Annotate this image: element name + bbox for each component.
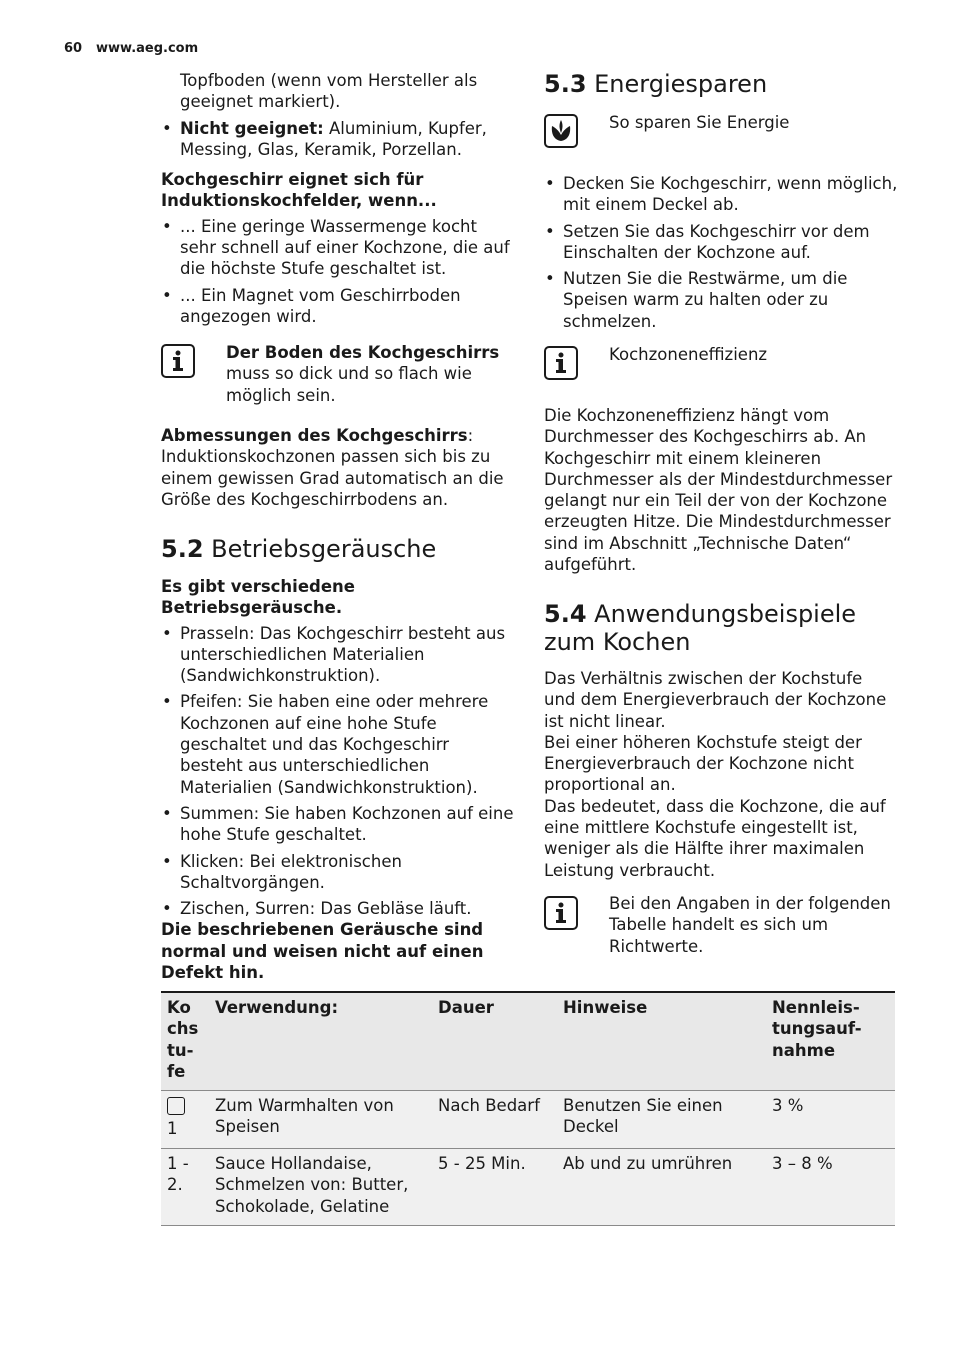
table-cell: Zum Warmhalten von Speisen xyxy=(215,1096,394,1137)
list-item: • Decken Sie Kochgeschirr, wenn möglich, mit einem Deckel ab. xyxy=(544,173,904,216)
table-cell: Benutzen Sie einen Deckel xyxy=(563,1096,723,1137)
col-header-stufe: Ko chs tu- fe xyxy=(161,992,209,1091)
info-note-3: Bei den Angaben in der folgenden Tabelle handelt es sich um Richtwerte. xyxy=(609,894,891,956)
paragraph: Das bedeutet, dass die Kochzone, die auf eine mittlere Kochstufe eingestellt ist, weniger als die Hälfte ihrer maximalen Leistung verbraucht. xyxy=(544,796,886,880)
table-cell: 3 % xyxy=(772,1096,804,1116)
cooking-table xyxy=(161,991,895,1226)
table-cell: Ab und zu umrühren xyxy=(563,1154,733,1174)
section-heading-5-4: 5.4 Anwendungsbeispiele zum Kochen xyxy=(544,600,857,656)
list-item: • Klicken: Bei elektronischen Schaltvorgängen. xyxy=(161,851,516,894)
col-header-verwendung: Verwendung: xyxy=(209,992,432,1091)
efficiency-paragraph: Die Kochzoneneffizienz hängt vom Durchmesser des Kochgeschirrs ab. An Kochgeschirr mit einem kleineren Durchmesser als der Mindestdurchmesser gelangt nur ein Teil der von der Kochzone erzeugten Hitze. Die Mindestdurchmesser sind im Abschnitt „Technische Daten“ aufgeführt. xyxy=(544,406,893,575)
section-heading-5-3: 5.3 Energiesparen xyxy=(544,70,768,98)
col-header-hinweise: Hinweise xyxy=(557,992,766,1091)
induction-heading: Kochgeschirr eignet sich für Induktionskochfelder, wenn... xyxy=(161,170,437,211)
paragraph: Bei einer höheren Kochstufe steigt der Energieverbrauch der Kochzone nicht proportional an. xyxy=(544,732,862,795)
table-cell: Sauce Hollandaise, Schmelzen von: Butter, Schokolade, Gelatine xyxy=(215,1154,409,1216)
list-item: • Pfeifen: Sie haben eine oder mehrere Kochzonen auf eine hohe Stufe geschaltet und das Kochgeschirr besteht aus unterschiedlichen Materialien (Sandwichkonstruktion). xyxy=(161,691,516,797)
col-header-dauer: Dauer xyxy=(432,992,557,1091)
list-item: • Zischen, Surren: Das Gebläse läuft. xyxy=(161,898,516,919)
table-header-row xyxy=(161,992,895,1091)
info-note-2: Kochzoneneffizienz xyxy=(609,345,768,364)
noises-note: Die beschriebenen Geräusche sind normal und weisen nicht auf einen Defekt hin. xyxy=(161,920,484,983)
keep-warm-icon xyxy=(167,1097,185,1115)
table-cell: 1 - 2. xyxy=(167,1154,189,1195)
list-item: • Setzen Sie das Kochgeschirr vor dem Einschalten der Kochzone auf. xyxy=(544,221,904,264)
noises-section xyxy=(161,576,516,983)
info-icon xyxy=(544,346,578,380)
noises-heading: Es gibt verschiedene Betriebsgeräusche. xyxy=(161,577,355,618)
info-note-1: Der Boden des Kochgeschirrs muss so dick und so flach wie möglich sein. xyxy=(226,343,500,405)
list-item: • ... Eine geringe Wassermenge kocht sehr schnell auf einer Kochzone, die auf die höchste Stufe geschaltet ist. xyxy=(161,216,516,280)
page-number: 60 xyxy=(64,41,83,56)
table-cell: 1 xyxy=(161,1091,209,1149)
table-row xyxy=(161,1149,895,1226)
list-item: • Summen: Sie haben Kochzonen auf eine hohe Stufe geschaltet. xyxy=(161,803,516,846)
paragraph: Das Verhältnis zwischen der Kochstufe und dem Energieverbrauch der Kochzone ist nicht linear. xyxy=(544,669,887,731)
examples-text xyxy=(544,668,890,881)
list-item: • ... Ein Magnet vom Geschirrboden angezogen wird. xyxy=(161,285,516,328)
info-icon xyxy=(544,896,578,930)
list-item: • Nicht geeignet: Aluminium, Kupfer, Messing, Glas, Keramik, Porzellan. xyxy=(161,118,516,161)
left-column xyxy=(161,70,516,332)
col-header-nennleistung: Nennleis- tungsauf- nahme xyxy=(766,992,895,1091)
info-icon xyxy=(161,344,195,378)
table-row xyxy=(161,1091,895,1149)
website-url: www.aeg.com xyxy=(96,41,199,56)
energy-tip-label: So sparen Sie Energie xyxy=(609,113,790,132)
leaf-icon xyxy=(544,114,578,148)
section-heading-5-2: 5.2 Betriebsgeräusche xyxy=(161,535,437,563)
continued-text: Topfboden (wenn vom Hersteller als geeignet markiert). xyxy=(180,71,478,112)
energy-list xyxy=(544,173,904,337)
table-cell: 5 - 25 Min. xyxy=(438,1154,526,1174)
table-cell: 3 – 8 % xyxy=(772,1154,833,1174)
list-item: • Nutzen Sie die Restwärme, um die Speisen warm zu halten oder zu schmelzen. xyxy=(544,268,904,332)
dimensions-paragraph: Abmessungen des Kochgeschirrs: Induktionskochzonen passen sich bis zu einem gewissen Grad automatisch an die Größe des Kochgeschirrbodens an. xyxy=(161,426,504,509)
list-item: • Prasseln: Das Kochgeschirr besteht aus unterschiedlichen Materialien (Sandwichkonstruktion). xyxy=(161,623,516,687)
table-cell: Nach Bedarf xyxy=(438,1096,540,1116)
